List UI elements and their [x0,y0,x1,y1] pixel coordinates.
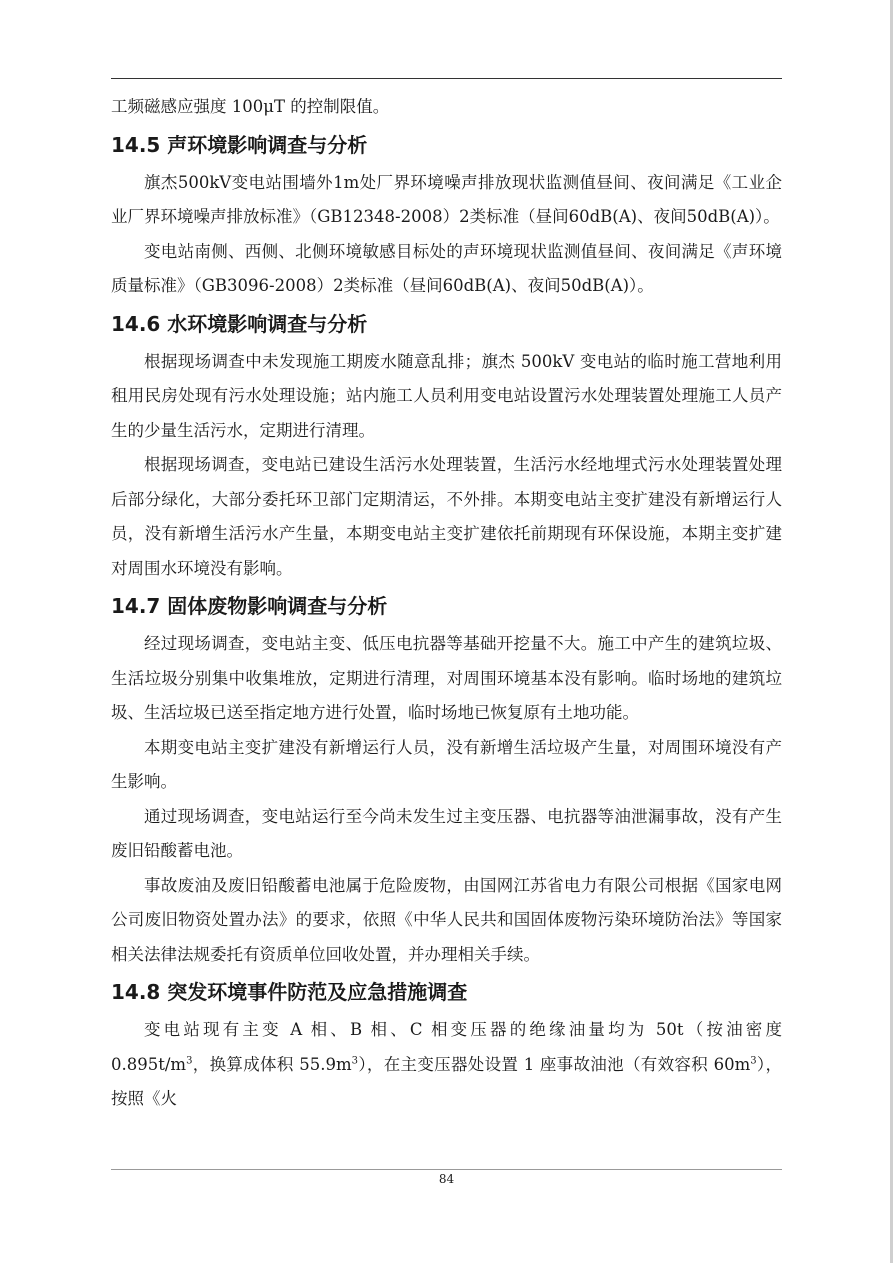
section-heading-14-7: 14.7 固体废物影响调查与分析 [111,594,388,618]
section-heading-14-8: 14.8 突发环境事件防范及应急措施调查 [111,980,468,1004]
document-body [111,90,782,1117]
header-rule [111,78,782,79]
footer-rule [111,1169,782,1170]
superscript: 3 [351,1055,358,1066]
paragraph-last [111,1013,782,1117]
paragraph: 通过现场调查，变电站运行至今尚未发生过主变压器、电抗器等油泄漏事故，没有产生废旧铅酸蓄电池。 [111,806,782,860]
paragraph: 旗杰500kV变电站围墙外1m处厂界环境噪声排放现状监测值昼间、夜间满足《工业企业厂界环境噪声排放标准》（GB12348-2008）2类标准（昼间60dB(A)、夜间50dB(A)）。 [111,172,782,226]
superscript: 3 [750,1055,757,1066]
paragraph: 变电站南侧、西侧、北侧环境敏感目标处的声环境现状监测值昼间、夜间满足《声环境质量标准》（GB3096-2008）2类标准（昼间60dB(A)、夜间50dB(A)）。 [111,241,782,295]
paragraph: 根据现场调查中未发现施工期废水随意乱排；旗杰 500kV 变电站的临时施工营地利用租用民房处现有污水处理设施；站内施工人员利用变电站设置污水处理装置处理施工人员产生的少量生活污水，定期进行清理。 [111,351,782,440]
paragraph: 事故废油及废旧铅酸蓄电池属于危险废物，由国网江苏省电力有限公司根据《国家电网公司废旧物资处置办法》的要求，依照《中华人民共和国固体废物污染环境防治法》等国家相关法律法规委托有资质单位回收处置，并办理相关手续。 [111,875,782,964]
page-number: 84 [438,1172,455,1186]
continued-paragraph: 工频磁感应强度 100μT 的控制限值。 [111,97,390,116]
text-run: ，换算成体积 55.9m [192,1054,352,1074]
paragraph: 根据现场调查，变电站已建设生活污水处理装置，生活污水经地埋式污水处理装置处理后部分绿化，大部分委托环卫部门定期清运，不外排。本期变电站主变扩建没有新增运行人员，没有新增生活污水产生量，本期变电站主变扩建依托前期现有环保设施，本期主变扩建对周围水环境没有影响。 [111,455,782,578]
superscript: 3 [186,1055,193,1066]
text-run: ），在主变压器处设置 1 座事故油池（有效容积 60m [358,1054,751,1074]
section-heading-14-5: 14.5 声环境影响调查与分析 [111,132,368,157]
section-heading-14-6: 14.6 水环境影响调查与分析 [111,311,368,336]
text-run: 变电站现有主变 A 相、B 相、C 相变压器的绝缘油量均为 50t（按油密度 0.895t/m [111,1020,782,1074]
text-run: ），按照《火 [111,1054,782,1108]
paragraph: 本期变电站主变扩建没有新增运行人员，没有新增生活垃圾产生量，对周围环境没有产生影响。 [111,737,782,791]
paragraph: 经过现场调查，变电站主变、低压电抗器等基础开挖量不大。施工中产生的建筑垃圾、生活垃圾分别集中收集堆放，定期进行清理，对周围环境基本没有影响。临时场地的建筑垃圾、生活垃圾已送至指定地方进行处置，临时场地已恢复原有土地功能。 [111,634,782,722]
